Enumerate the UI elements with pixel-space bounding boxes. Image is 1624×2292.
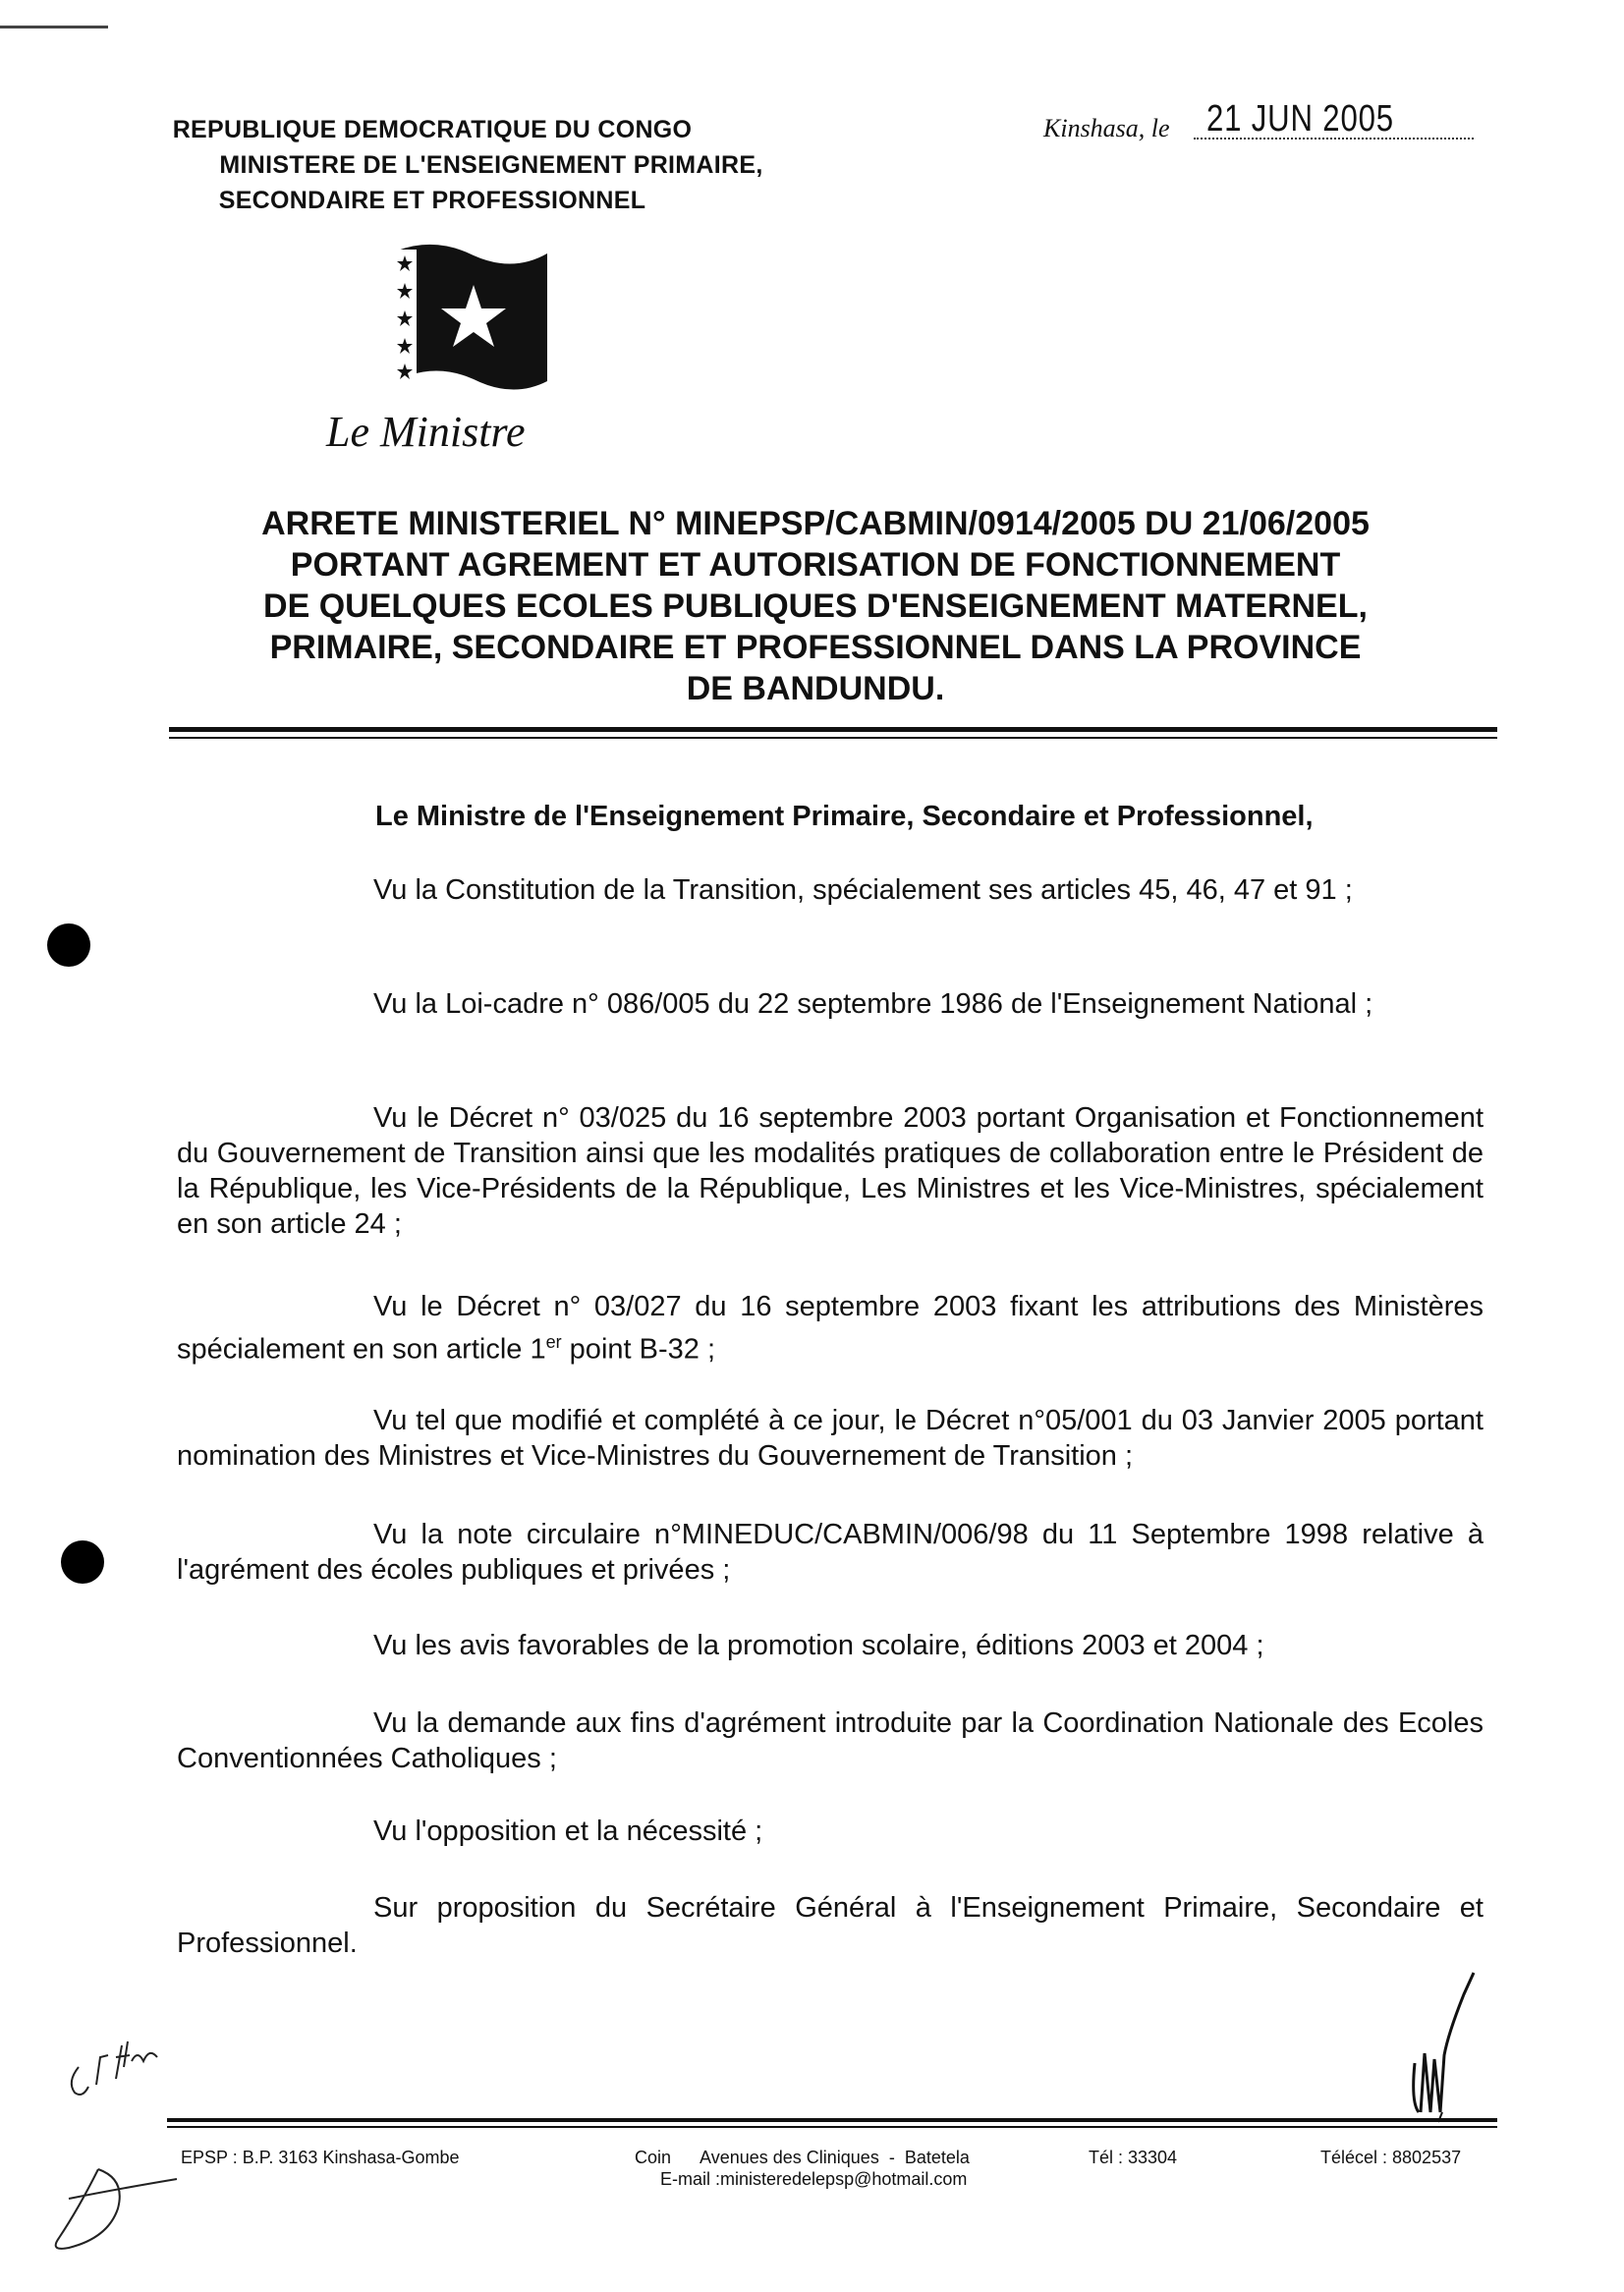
p4-text-b: point B-32 ;	[561, 1333, 715, 1366]
paragraph-opposition: Vu l'opposition et la nécessité ;	[373, 1816, 763, 1847]
intro-line: Le Ministre de l'Enseignement Primaire, Secondaire et Professionnel,	[375, 801, 1314, 832]
scan-mark	[0, 26, 108, 28]
minister-label: Le Ministre	[326, 408, 526, 456]
footer-email: E-mail :ministeredelepsp@hotmail.com	[660, 2169, 968, 2189]
paragraph-proposition: Sur proposition du Secrétaire Général à l'Enseignement Primaire, Secondaire et Professionnel.	[177, 1892, 1484, 1959]
handwritten-initials	[59, 2028, 206, 2106]
punch-hole	[47, 923, 90, 967]
decree-title	[157, 503, 1474, 709]
title-line-5: DE BANDUNDU.	[686, 670, 945, 707]
p4-superscript: er	[545, 1332, 562, 1352]
date-dotted-line	[1194, 138, 1474, 140]
title-rule-top	[169, 727, 1497, 732]
paragraph-avis-favorables: Vu les avis favorables de la promotion scolaire, éditions 2003 et 2004 ;	[373, 1630, 1264, 1661]
paragraph-loi-cadre: Vu la Loi-cadre n° 086/005 du 22 septembre 1986 de l'Enseignement National ;	[373, 988, 1373, 1020]
footer-coin: Coin Avenues des Cliniques - Batetela	[635, 2148, 970, 2167]
paragraph-constitution: Vu la Constitution de la Transition, spécialement ses articles 45, 46, 47 et 91 ;	[373, 874, 1353, 906]
ministry-line1: MINISTERE DE L'ENSEIGNEMENT PRIMAIRE,	[219, 151, 763, 179]
paragraph-decret-03-025: Vu le Décret n° 03/025 du 16 septembre 2003 portant Organisation et Fonctionnement du Gouvernement de Transition ainsi que les modalités pratiques de collaboration entre le Président de la République, les Vice-Présidents de la République, Les Ministres et les Vice-Ministres, spécialement en son article 24 ;	[177, 1102, 1484, 1240]
flag-emblem-icon	[395, 244, 552, 391]
signature	[1405, 1965, 1493, 2132]
paragraph-decret-03-027	[177, 1289, 1484, 1368]
punch-hole	[61, 1540, 104, 1584]
footer-address: EPSP : B.P. 3163 Kinshasa-Gombe	[181, 2148, 460, 2167]
republic-name: REPUBLIQUE DEMOCRATIQUE DU CONGO	[172, 116, 693, 143]
footer-rule-bottom	[167, 2126, 1497, 2128]
footer-rule-top	[167, 2118, 1497, 2122]
title-line-1: ARRETE MINISTERIEL N° MINEPSP/CABMIN/0914/2005 DU 21/06/2005	[261, 505, 1370, 542]
paragraph-note-circulaire: Vu la note circulaire n°MINEDUC/CABMIN/006/98 du 11 Septembre 1998 relative à l'agrément des écoles publiques et privées ;	[177, 1519, 1484, 1586]
paragraph-decret-05-001: Vu tel que modifié et complété à ce jour, le Décret n°05/001 du 03 Janvier 2005 portant nomination des Ministres et Vice-Ministres du Gouvernement de Transition ;	[177, 1405, 1484, 1472]
title-line-2: PORTANT AGREMENT ET AUTORISATION DE FONCTIONNEMENT	[290, 546, 1341, 584]
date-stamp: 21 JUN 2005	[1206, 98, 1394, 140]
handwritten-scribble	[39, 2150, 187, 2258]
paragraph-demande: Vu la demande aux fins d'agrément introduite par la Coordination Nationale des Ecoles Conventionnées Catholiques ;	[177, 1707, 1484, 1774]
place-label: Kinshasa, le	[1043, 114, 1170, 142]
p4-text-a: Vu le Décret n° 03/027 du 16 septembre 2003 fixant les attributions des Ministères spécialement en son article 1	[177, 1291, 1484, 1366]
title-line-3: DE QUELQUES ECOLES PUBLIQUES D'ENSEIGNEMENT MATERNEL,	[263, 587, 1368, 625]
footer-telecel: Télécel : 8802537	[1320, 2148, 1462, 2167]
footer-tel: Tél : 33304	[1089, 2148, 1178, 2167]
title-rule-bottom	[169, 737, 1497, 739]
ministry-line2: SECONDAIRE ET PROFESSIONNEL	[218, 187, 646, 214]
title-line-4: PRIMAIRE, SECONDAIRE ET PROFESSIONNEL DANS LA PROVINCE	[269, 629, 1362, 666]
